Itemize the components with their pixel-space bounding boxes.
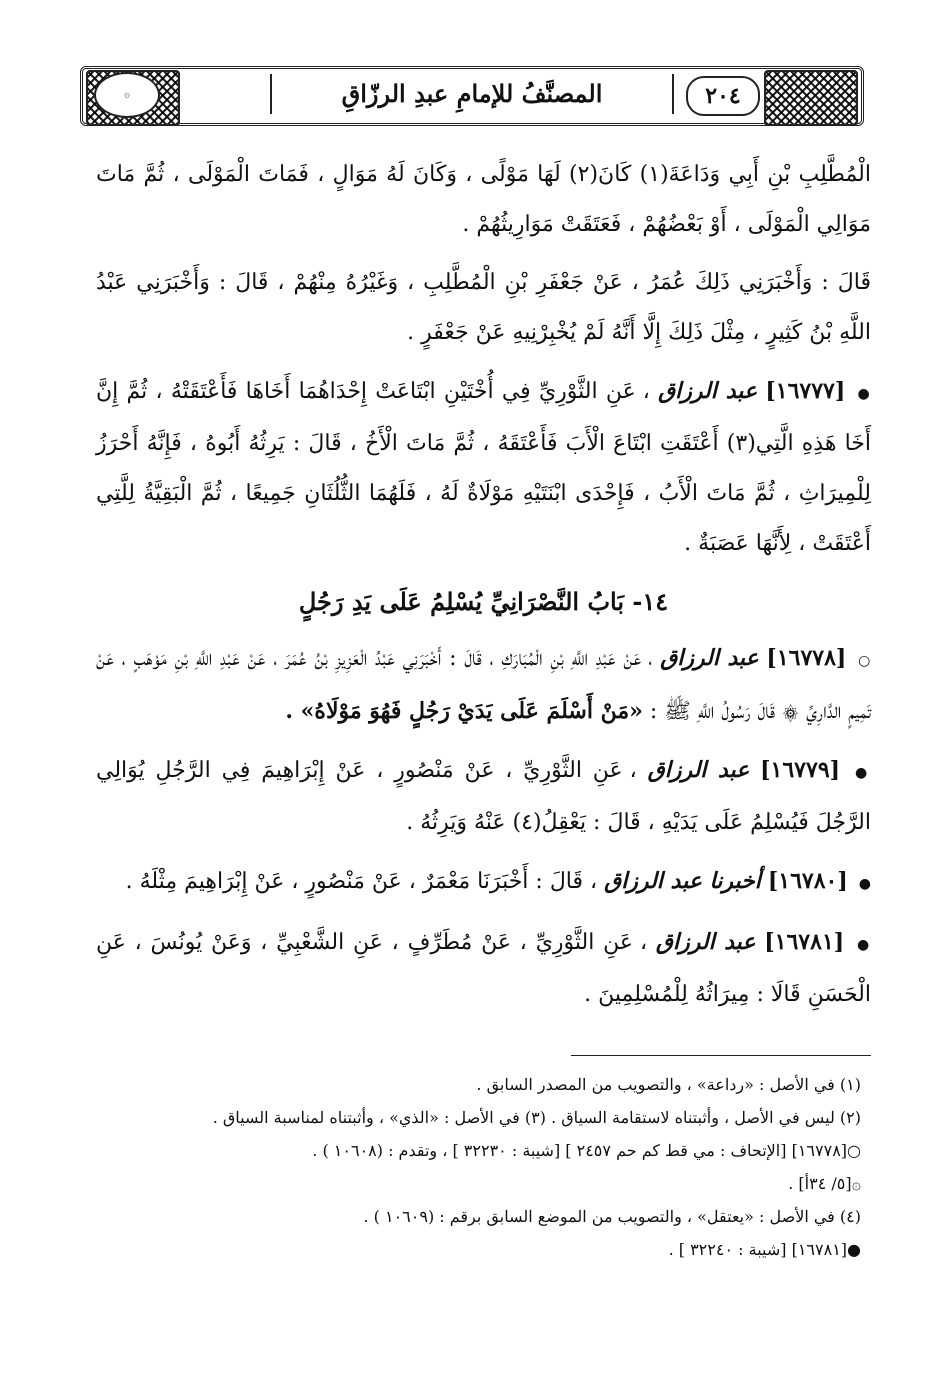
hadith-text: ، عَنْ عَبْدِ اللَّهِ بْنِ الْمُبَارَكِ ، قَالَ : أَخْبَرَنِي عَبْدُ الْعَزِيزِ بْنُ عُمَرَ ، عَنْ عَبْدِ اللَّهِ بْنِ مَوْهَبٍ ، عَنْ تَمِيمٍ الدَّارِيِّ ۞ قَالَ رَسُولُ اللَّهِ ﷺ : xyxy=(96,646,871,724)
hadith-text: ، عَنِ الثَّوْرِيِّ ، عَنْ مُطَرِّفٍ ، عَنِ الشَّعْبِيِّ ، وَعَنْ يُونُسَ ، عَنِ الْحَسَنِ قَالَا : مِيرَاثُهُ لِلْمُسْلِمِينَ . xyxy=(96,930,871,1007)
hadith-number: [١٦٧٨١] xyxy=(764,929,845,955)
footnote-line: ●[١٦٧٨١] [شيبة : ٣٢٢٤٠ ] . xyxy=(668,1240,861,1259)
prophetic-saying: «مَنْ أَسْلَمَ عَلَى يَدَيْ رَجُلٍ فَهُوَ مَوْلَاهُ» . xyxy=(285,698,643,724)
hadith-text: ، عَنِ الثَّوْرِيِّ فِي أُخْتَيْنِ ابْتَاعَتْ إِحْدَاهُمَا أَخَاهَا فَأَعْتَقَتْهُ ، ثُمَّ إِنَّ أَخَا هَذِهِ الَّتِي(٣) أَعْتَقَتِ ابْتَاعَ الْأَبَ فَأَعْتَقَهُ ، ثُمَّ مَاتَ الْأَخُ ، قَالَ : يَرِثُهُ أَبُوهُ ، فَإِنَّهُ أَحْرَزُ لِلْمِيرَاثِ ، ثُمَّ مَاتَ الْأَبُ ، فَإِحْدَى ابْنَتَيْهِ مَوْلَاةٌ لَهُ ، فَلَهُمَا الثُّلُثَانِ جَمِيعًا ، ثُمَّ الْبَقِيَّةُ لِلَّتِي أَعْتَقَتْ ، لِأَنَّهَا عَصَبَةٌ . xyxy=(96,379,872,556)
narrator-name: عبد الرزاق xyxy=(658,378,758,404)
bullet-marker: ● xyxy=(856,937,871,953)
bullet-marker: ● xyxy=(857,386,871,402)
hadith-16780 xyxy=(96,856,871,909)
hadith-16779 xyxy=(96,745,871,848)
book-seal-logo: ۞ xyxy=(94,72,160,118)
bullet-marker: ○ xyxy=(858,653,872,669)
narrator-name: أخبرنا عبد الرزاق xyxy=(604,868,761,894)
hadith-number: [١٦٧٧٩] xyxy=(760,757,841,783)
footnote-line: ○[١٦٧٧٨] [الإتحاف : مي قط كم حم ٢٤٥٧ ] [شيبة : ٣٢٢٣٠ ] ، وتقدم : (١٠٦٠٨ ) . xyxy=(312,1141,861,1160)
narrator-name: عبد الرزاق xyxy=(655,929,756,955)
book-title: المصنَّفُ للإمامِ عبدِ الرزّاقِ xyxy=(270,74,674,114)
main-text xyxy=(96,150,871,1028)
ornament-right xyxy=(764,70,858,126)
bullet-marker: ● xyxy=(858,876,871,892)
bullet-marker: ● xyxy=(854,765,872,781)
hadith-text: ، عَنِ الثَّوْرِيِّ ، عَنْ مَنْصُورٍ ، عَنْ إِبْرَاهِيمَ فِي الرَّجُلِ يُوَالِي الرَّجُلَ فَيُسْلِمُ عَلَى يَدَيْهِ ، قَالَ : يَعْقِلُ(٤) عَنْهُ وَيَرِثُهُ . xyxy=(96,758,871,835)
hadith-number: [١٦٧٨٠] xyxy=(767,868,848,894)
footnote-line: (٢) ليس في الأصل ، وأثبتناه لاستقامة السياق . (٣) في الأصل : «الذي» ، وأثبتناه لمناسبة السياق . xyxy=(212,1108,861,1127)
hadith-16778 xyxy=(96,633,871,737)
narrator-name: عبد الرزاق xyxy=(647,757,750,783)
hadith-number: [١٦٧٧٨] xyxy=(766,645,847,671)
page-header xyxy=(80,66,864,126)
paragraph-2: قَالَ : وَأَخْبَرَنِي ذَلِكَ عُمَرُ ، عَنْ جَعْفَرِ بْنِ الْمُطَّلِبِ ، وَغَيْرُهُ مِنْهُمْ ، قَالَ : وَأَخْبَرَنِي عَبْدُ اللَّهِ بْنُ كَثِيرٍ ، مِثْلَ ذَلِكَ إِلَّا أَنَّهُ لَمْ يُخْبِرْنِيهِ عَنْ جَعْفَرٍ . xyxy=(96,270,871,345)
hadith-text: ، قَالَ : أَخْبَرَنَا مَعْمَرٌ ، عَنْ مَنْصُورٍ ، عَنْ إِبْرَاهِيمَ مِثْلَهُ . xyxy=(125,869,598,894)
footnote-line: ۞[٥/ ٣٤أ] . xyxy=(788,1174,861,1193)
narrator-name: عبد الرزاق xyxy=(660,645,759,671)
footnote-line: (١) في الأصل : «رداعة» ، والتصويب من المصدر السابق . xyxy=(476,1075,861,1094)
section-heading: ١٤- بَابُ النَّصْرَانِيِّ يُسْلِمُ عَلَى يَدِ رَجُلٍ xyxy=(298,587,669,616)
paragraph-1: الْمُطَّلِبِ بْنِ أَبِي وَدَاعَةَ(١) كَانَ(٢) لَهَا مَوْلًى ، وَكَانَ لَهُ مَوَالٍ ، فَمَاتَ الْمَوْلَى ، ثُمَّ مَاتَ مَوَالِي الْمَوْلَى ، أَوْ بَعْضُهُمْ ، فَعَتَقَتْ مَوَارِيثُهُمْ . xyxy=(96,162,871,237)
hadith-16777 xyxy=(96,366,871,569)
hadith-number: [١٦٧٧٧] xyxy=(765,378,846,404)
hadith-16781 xyxy=(96,917,871,1020)
footnotes xyxy=(96,1068,861,1266)
footnote-separator xyxy=(571,1055,871,1056)
page-number: ٢٠٤ xyxy=(686,76,760,116)
footnote-line: (٤) في الأصل : «يعتقل» ، والتصويب من الموضع السابق برقم : (١٠٦٠٩ ) . xyxy=(363,1207,861,1226)
